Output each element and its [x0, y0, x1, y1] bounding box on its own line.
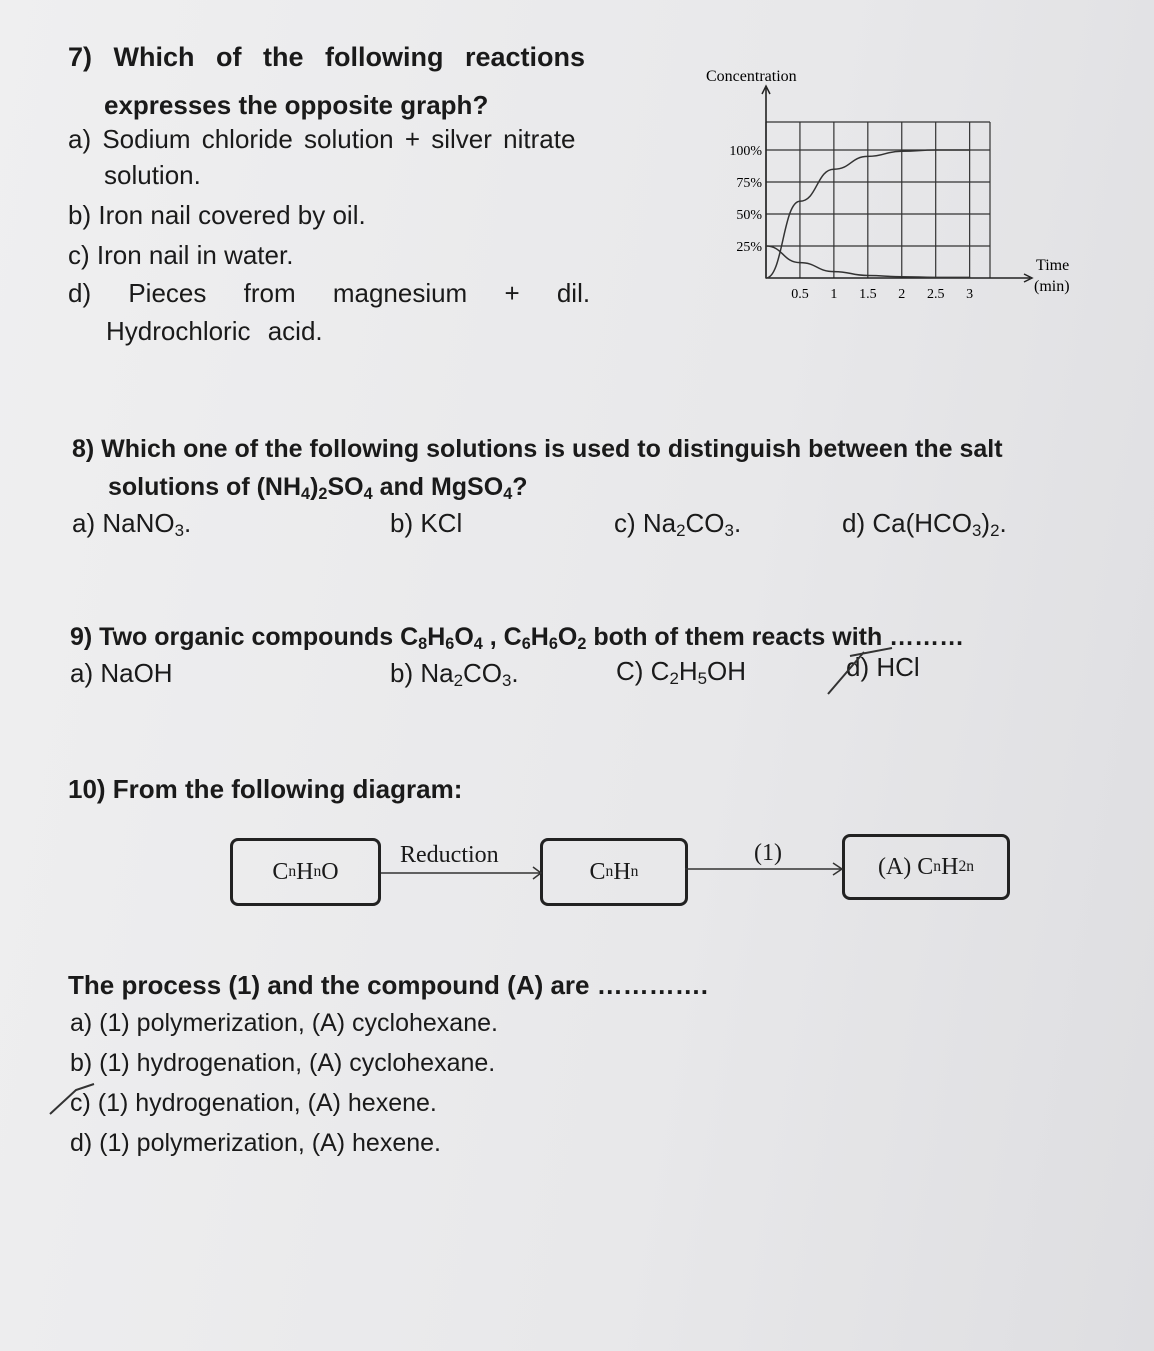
diagram-arrows	[375, 855, 845, 885]
q9-stem: 9) Two organic compounds $C_8H_6O_4$ , $C_6H_6O_2$ both of them reacts with ………	[70, 623, 965, 654]
q7-line1: 7) Which of the following reactions	[68, 42, 586, 72]
q9-option-c: C) $C_2H_5OH$	[616, 656, 747, 689]
q7-option-d: d) Pieces from magnesium + dil.	[68, 278, 591, 308]
y-tick-label-0: 100%	[729, 144, 762, 159]
arrow-label-reduction: Reduction	[400, 842, 499, 868]
series-point-rising-5	[935, 149, 937, 151]
series-point-rising-4	[901, 150, 903, 152]
q9-option-a: a) NaOH	[70, 658, 173, 688]
chart-ylabel: Concentration	[706, 68, 797, 85]
q10-option-c: c) (1) hydrogenation, (A) hexene.	[70, 1089, 437, 1117]
q9-option-d: d) HCl	[846, 652, 920, 682]
q7-option-a-cont: solution.	[104, 160, 201, 190]
series-point-rising-1	[799, 200, 801, 202]
chart-xlabel-unit: (min)	[1034, 278, 1070, 295]
series-point-rising-0	[765, 277, 767, 279]
q9-option-b: b) $Na_2CO_3$.	[390, 658, 519, 691]
q10-option-d: d) (1) polymerization, (A) hexene.	[70, 1129, 441, 1157]
q7-option-b: b) Iron nail covered by oil.	[68, 200, 366, 230]
arrow-label-process-1: (1)	[754, 840, 782, 866]
series-point-rising-3	[867, 156, 869, 158]
series-point-falling-0	[765, 245, 767, 247]
q8-line2: solutions of $(NH_4)_2SO_4$ and MgSO$_4$?	[108, 473, 528, 504]
y-tick-label-2: 50%	[736, 208, 762, 223]
q10-prompt: The process (1) and the compound (A) are ………….	[68, 970, 708, 1000]
chart-grid	[766, 122, 990, 278]
q7-option-a: a) Sodium chloride solution + silver nitrate	[68, 124, 576, 154]
q7-option-c: c) Iron nail in water.	[68, 240, 294, 270]
q10-option-a: a) (1) polymerization, (A) cyclohexane.	[70, 1009, 498, 1037]
y-tick-label-3: 25%	[736, 240, 762, 255]
series-point-falling-1	[799, 262, 801, 264]
x-tick-label-5: 3	[966, 287, 974, 302]
chart-axes	[762, 86, 1032, 282]
diagram-box-alcohol: C n H n O	[230, 838, 381, 906]
series-point-falling-6	[969, 277, 971, 279]
x-tick-label-2: 1.5	[859, 287, 877, 302]
q10-option-b: b) (1) hydrogenation, (A) cyclohexane.	[70, 1049, 496, 1077]
q10-tick-mark	[46, 1080, 106, 1120]
q10-title: 10) From the following diagram:	[68, 774, 463, 804]
q8-option-d: d) $Ca(HCO_3)_2$.	[842, 508, 1007, 541]
series-point-falling-2	[833, 271, 835, 273]
q7-line2: expresses the opposite graph?	[104, 90, 489, 120]
concentration-time-chart	[690, 60, 1100, 320]
q8-option-c: c) $Na_2CO_3$.	[614, 508, 742, 541]
diagram-box-compound-a: (A) C n H 2n	[842, 834, 1010, 900]
chart-xlabel: Time	[1036, 257, 1070, 274]
x-tick-label-0: 0.5	[791, 287, 809, 302]
q8-line1: 8) Which one of the following solutions is used to distinguish between the salt	[72, 435, 1003, 463]
series-point-falling-5	[935, 277, 937, 279]
diagram-box-intermediate: C n H n	[540, 838, 688, 906]
q8-option-b: b) KCl	[390, 508, 463, 538]
x-tick-label-1: 1	[830, 287, 838, 302]
series-point-rising-6	[969, 149, 971, 151]
x-tick-label-4: 2.5	[926, 287, 945, 302]
q8-option-a: a) NaNO$_3$.	[72, 508, 192, 541]
series-point-rising-2	[833, 168, 835, 170]
x-tick-label-3: 2	[898, 287, 906, 302]
series-point-falling-3	[867, 275, 869, 277]
q7-option-d-cont: Hydrochloric acid.	[106, 316, 323, 346]
q9-tick-mark	[820, 642, 900, 702]
series-point-falling-4	[901, 276, 903, 278]
y-tick-label-1: 75%	[736, 176, 762, 191]
